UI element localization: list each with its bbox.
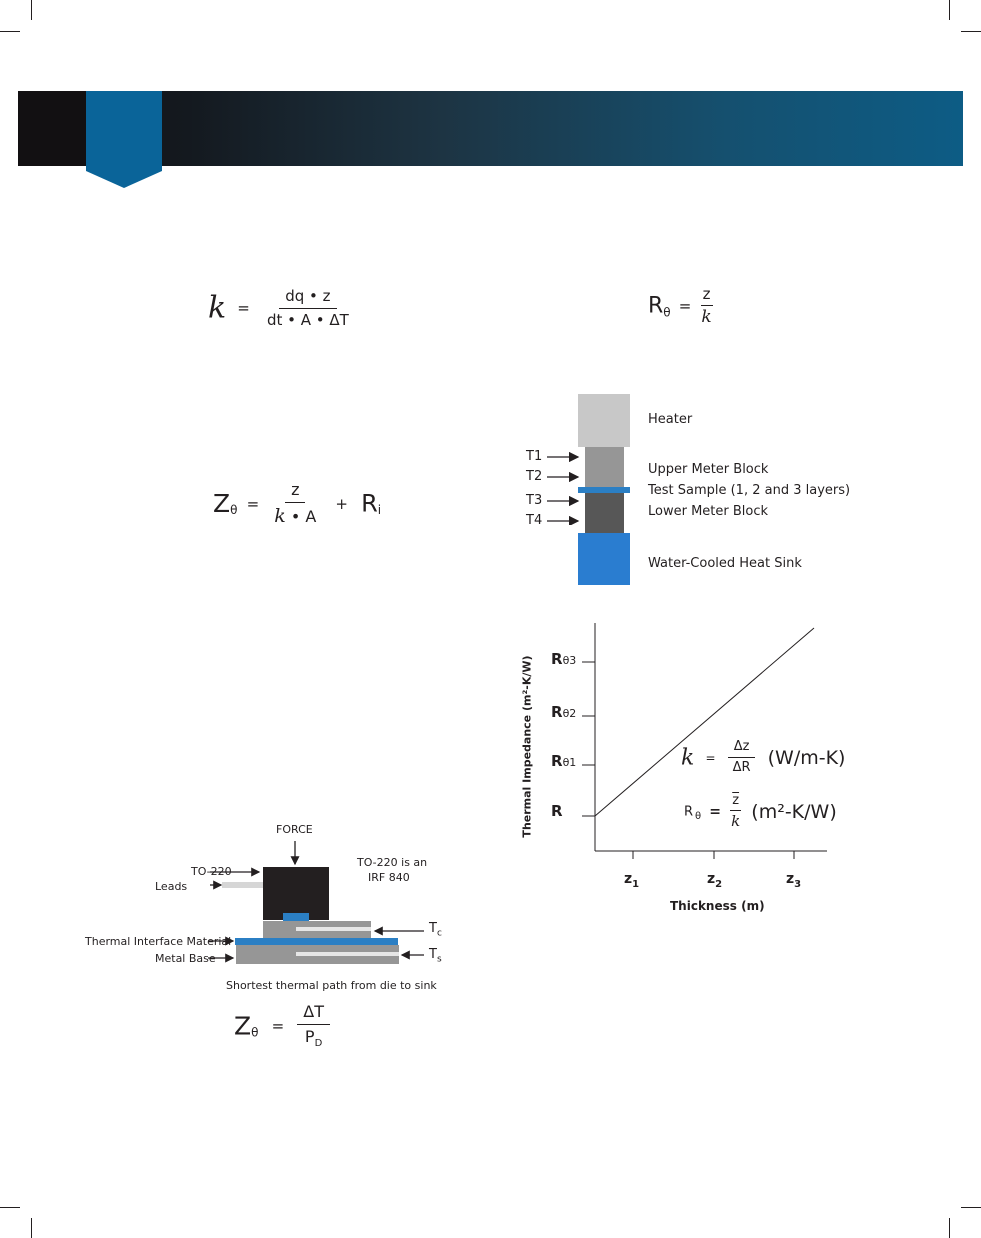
upper-meter-block xyxy=(585,447,624,487)
heater-block xyxy=(578,394,630,447)
crop-mark xyxy=(961,31,981,32)
crop-mark xyxy=(949,0,950,20)
lower-meter-label: Lower Meter Block xyxy=(648,504,769,519)
to220-note-line2: IRF 840 xyxy=(368,871,410,884)
heater-label: Heater xyxy=(648,412,693,427)
crop-mark xyxy=(0,1207,20,1208)
impedance-power-equation: $Z_\theta$ = $\frac{\Delta T}{P_D}$ xyxy=(234,1003,330,1049)
lower-meter-block xyxy=(585,493,624,533)
x-axis-label: Thickness (m) xyxy=(670,899,765,913)
test-sample-label: Test Sample (1, 2 and 3 layers) xyxy=(648,483,851,498)
crop-mark xyxy=(31,1218,32,1238)
metal-base-label: Metal Base xyxy=(155,952,216,965)
y-axis-label: Thermal Impedance (m²-K/W) xyxy=(520,655,534,838)
heat-sink-label: Water-Cooled Heat Sink xyxy=(648,556,802,571)
data-line xyxy=(595,628,814,816)
leads-bar xyxy=(222,882,263,888)
die-pad xyxy=(283,913,309,921)
probe-label-t4: T4 xyxy=(526,513,543,528)
probe-arrows xyxy=(545,450,585,525)
to220-label: TO-220 xyxy=(191,865,232,878)
probe-label-t2: T2 xyxy=(526,469,543,484)
crop-mark xyxy=(961,1207,981,1208)
chart-resistance-equation: R θ = $\frac{\overline{z}}{k}$ (m²-K/W) xyxy=(684,793,837,831)
probe-label-t3: T3 xyxy=(526,493,543,508)
to220-note-line1: TO-220 is an xyxy=(357,856,428,869)
to220-fixture-drawing xyxy=(180,835,440,970)
y-tick-label-r2: Rθ2 xyxy=(551,703,577,721)
crop-mark xyxy=(0,31,20,32)
ts-label: $T_s$ xyxy=(429,947,442,965)
y-tick-label-r1: Rθ1 xyxy=(551,752,577,770)
heat-sink-block xyxy=(578,533,630,585)
thermal-path-caption: Shortest thermal path from die to sink xyxy=(226,979,437,992)
tim-layer xyxy=(235,938,398,945)
crop-mark xyxy=(31,0,32,20)
x-tick-label-z3: $z_3$ xyxy=(786,871,802,890)
conductivity-equation: k = $\frac{dq • z}{dt • A • \Delta T}$ xyxy=(208,287,349,329)
x-tick-label-z2: $z_2$ xyxy=(707,871,723,890)
leads-label: Leads xyxy=(155,880,188,893)
y-tick-label-r3: Rθ3 xyxy=(551,650,577,668)
chart-conductivity-equation: k = $\frac{\Delta z}{\Delta R}$ (W/m-K) xyxy=(681,739,846,776)
header-banner-black-block xyxy=(18,91,86,166)
resistance-equation: $R_\theta$ = $\frac{z}{k}$ xyxy=(648,285,712,327)
to220-package xyxy=(263,867,329,920)
tim-label: Thermal Interface Material xyxy=(85,935,232,948)
force-label: FORCE xyxy=(276,823,313,836)
x-tick-label-z1: $z_1$ xyxy=(624,871,640,890)
tc-label: $T_c$ xyxy=(429,921,442,939)
crop-mark xyxy=(949,1218,950,1238)
y-tick-label-r: R xyxy=(551,802,563,820)
probe-label-t1: T1 xyxy=(526,449,543,464)
eq-k-symbol: k xyxy=(208,290,227,326)
header-ribbon-tab xyxy=(86,91,162,189)
upper-meter-label: Upper Meter Block xyxy=(648,462,769,477)
impedance-equation: $Z_\theta$ = $\frac{z}{k • A}$ + $R_i$ xyxy=(213,480,382,527)
